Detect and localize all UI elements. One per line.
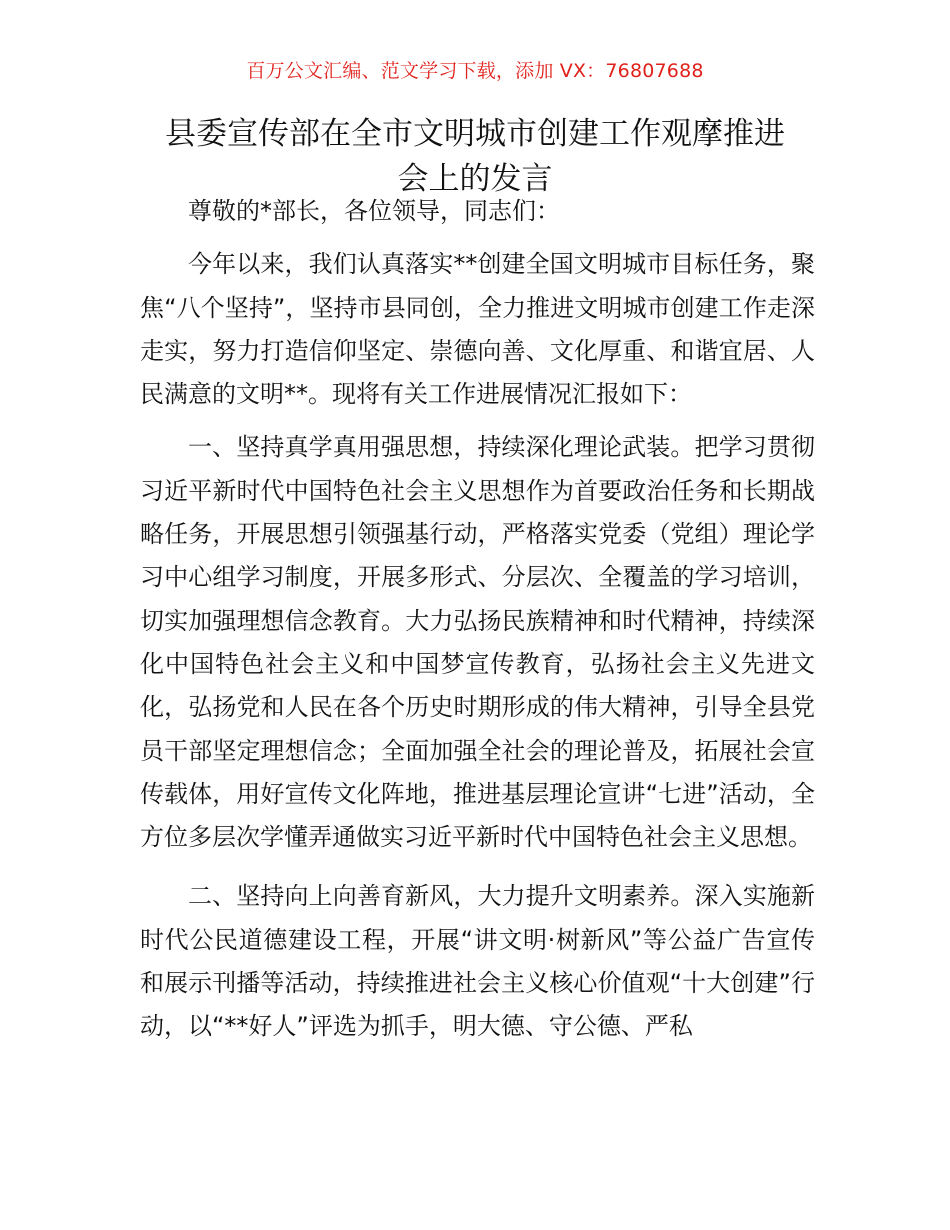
- paragraph-section-1: 一、坚持真学真用强思想，持续深化理论武装。把学习贯彻习近平新时代中国特色社会主义思想作为首要政治任务和长期战略任务，开展思想引领强基行动，严格落实党委（党组）理论学习中心组学习制度，开展多形式、分层次、全覆盖的学习培训，切实加强理想信念教育。大力弘扬民族精神和时代精神，持续深化中国特色社会主义和中国梦宣传教育，弘扬社会主义先进文化，弘扬党和人民在各个历史时期形成的伟大精神，引导全县党员干部坚定理想信念；全面加强全社会的理论普及，拓展社会宣传载体，用好宣传文化阵地，推进基层理论宣讲“七进”活动，全方位多层次学懂弄通做实习近平新时代中国特色社会主义思想。: [140, 433, 815, 852]
- document-body: [140, 190, 815, 1049]
- paragraph-intro: 今年以来，我们认真落实**创建全国文明城市目标任务，聚焦“八个坚持”，坚持市县同创，全力推进文明城市创建工作走深走实，努力打造信仰坚定、崇德向善、文化厚重、和谐宜居、人民满意的文明**。现将有关工作进展情况汇报如下：: [140, 250, 815, 409]
- paragraph-section-2: 二、坚持向上向善育新风，大力提升文明素养。深入实施新时代公民道德建设工程，开展“讲文明·树新风”等公益广告宣传和展示刊播等活动，持续推进社会主义核心价值观“十大创建”行动，以“**好人”评选为抓手，明大德、守公德、严私: [140, 882, 815, 1041]
- salutation: 尊敬的*部长，各位领导，同志们：: [188, 197, 560, 225]
- document-title: [0, 112, 950, 202]
- header-note: 百万公文汇编、范文学习下载，添加 VX：76807688: [246, 60, 704, 82]
- title-line-1: 县委宣传部在全市文明城市创建工作观摩推进: [165, 116, 785, 152]
- title-line-2: 会上的发言: [397, 161, 553, 197]
